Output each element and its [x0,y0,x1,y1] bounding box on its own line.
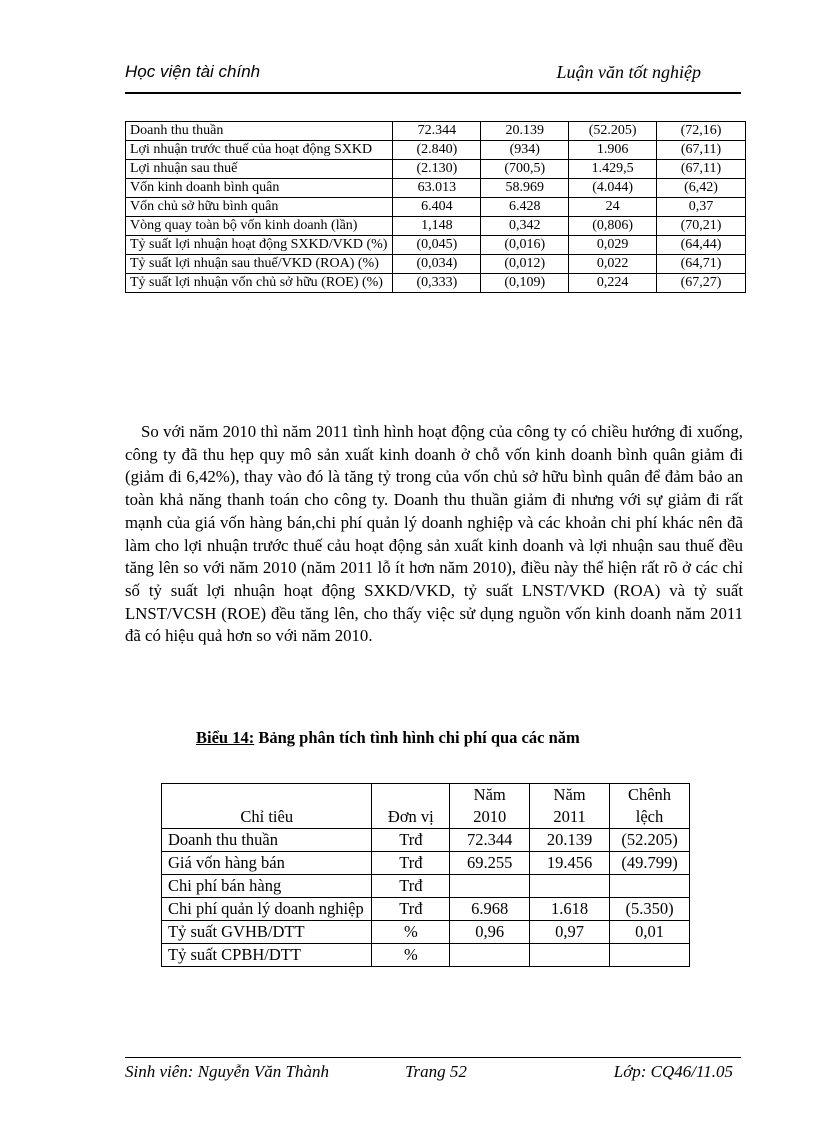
cell-2011: 0,97 [530,921,610,944]
cost-analysis-table [161,783,690,967]
cell-pct: 0,37 [657,198,746,217]
table-row [126,141,746,160]
document-type: Luận văn tốt nghiệp [556,62,701,82]
cell-diff: 24 [569,198,657,217]
cell-pct: (67,11) [657,141,746,160]
cell-pct: (72,16) [657,122,746,141]
cell-2011: 1.618 [530,898,610,921]
analysis-paragraph [125,421,743,648]
cell-diff: (0,806) [569,217,657,236]
cell-2010: (2.840) [393,141,481,160]
cell-pct: (6,42) [657,179,746,198]
cell-diff: 0,224 [569,274,657,293]
cell-pct: (67,27) [657,274,746,293]
cell-2010: (2.130) [393,160,481,179]
page-header [125,58,741,94]
cell-pct: (64,44) [657,236,746,255]
row-label: Tỷ suất lợi nhuận vốn chủ sở hữu (ROE) (%) [126,274,393,293]
cell-2010 [450,944,530,967]
student-name: Sinh viên: Nguyễn Văn Thành [125,1062,329,1081]
row-label: Tỷ suất CPBH/DTT [162,944,372,967]
cell-2011: (0,016) [481,236,569,255]
cell-diff: 0,029 [569,236,657,255]
cell-diff: 0,01 [610,921,690,944]
cell-2011: 58.969 [481,179,569,198]
table-row [162,944,690,967]
row-unit: Trđ [372,852,450,875]
cell-pct: (64,71) [657,255,746,274]
cell-2010: 1,148 [393,217,481,236]
table-row [162,852,690,875]
row-label: Lợi nhuận trước thuế của hoạt động SXKD [126,141,393,160]
table-header-row [162,784,690,829]
caption-title: Bảng phân tích tình hình chi phí qua các năm [258,728,580,747]
row-unit: Trđ [372,875,450,898]
row-label: Chi phí quản lý doanh nghiệp [162,898,372,921]
cell-2011: 20.139 [481,122,569,141]
cell-2010 [450,875,530,898]
cell-2011: 0,342 [481,217,569,236]
cell-2011: (934) [481,141,569,160]
row-label: Tỷ suất lợi nhuận sau thuế/VKD (ROA) (%) [126,255,393,274]
page-footer [125,1057,741,1088]
table-row [162,921,690,944]
cell-2011: (0,012) [481,255,569,274]
table-row [126,160,746,179]
cell-2011: 19.456 [530,852,610,875]
cell-2010: (0,333) [393,274,481,293]
header-indicator: Chỉ tiêu [162,784,372,829]
header-unit: Đơn vị [372,784,450,829]
cell-2010: 63.013 [393,179,481,198]
cell-2010: 69.255 [450,852,530,875]
row-label: Tỷ suất GVHB/DTT [162,921,372,944]
table-caption [196,728,580,748]
table-row [126,236,746,255]
caption-label: Biểu 14: [196,728,255,747]
school-name: Học viện tài chính [125,62,261,81]
table-row [126,217,746,236]
cell-diff: (4.044) [569,179,657,198]
header-diff: Chênh lệch [610,784,690,829]
cell-2011: (0,109) [481,274,569,293]
cell-2010: (0,045) [393,236,481,255]
row-label: Giá vốn hàng bán [162,852,372,875]
row-label: Vòng quay toàn bộ vốn kinh doanh (lần) [126,217,393,236]
page-number: Trang 52 [405,1062,467,1081]
cell-2011: (700,5) [481,160,569,179]
header-2011: Năm 2011 [530,784,610,829]
row-unit: Trđ [372,829,450,852]
cell-2010: 72.344 [393,122,481,141]
row-unit: % [372,921,450,944]
cell-diff: 1.429,5 [569,160,657,179]
cell-diff: (49.799) [610,852,690,875]
cell-2011: 6.428 [481,198,569,217]
table-row [162,829,690,852]
class-code: Lớp: CQ46/11.05 [613,1062,733,1081]
cell-2011: 20.139 [530,829,610,852]
table-row [126,255,746,274]
cell-2010: 6.968 [450,898,530,921]
cell-pct: (70,21) [657,217,746,236]
header-2010: Năm 2010 [450,784,530,829]
table-row [126,274,746,293]
cell-2010: 72.344 [450,829,530,852]
cell-2010: 0,96 [450,921,530,944]
cell-2010: (0,034) [393,255,481,274]
row-label: Lợi nhuận sau thuế [126,160,393,179]
table-row [126,122,746,141]
cell-diff: (52.205) [610,829,690,852]
row-label: Doanh thu thuần [162,829,372,852]
table-row [162,898,690,921]
cell-2011 [530,875,610,898]
cell-diff: 0,022 [569,255,657,274]
row-unit: Trđ [372,898,450,921]
cell-diff: (52.205) [569,122,657,141]
row-label: Tỷ suất lợi nhuận hoạt động SXKD/VKD (%) [126,236,393,255]
cell-diff: 1.906 [569,141,657,160]
cell-diff [610,875,690,898]
cell-2011 [530,944,610,967]
row-unit: % [372,944,450,967]
table-row [126,198,746,217]
row-label: Doanh thu thuần [126,122,393,141]
row-label: Chi phí bán hàng [162,875,372,898]
table-row [126,179,746,198]
cell-diff: (5.350) [610,898,690,921]
row-label: Vốn kinh doanh bình quân [126,179,393,198]
table-row [162,875,690,898]
paragraph-text: So với năm 2010 thì năm 2011 tình hình hoạt động của công ty có chiều hướng đi xuống, công ty đã thu hẹp quy mô sản xuất kinh doanh ở chỗ vốn kinh doanh bình quân giảm đi (giảm đi 6,42%), thay vào đó là tăng tỷ trong của vốn chủ sở hữu bình quân để đảm bảo an toàn khả năng thanh toán cho công ty. Doanh thu thuần giảm đi nhưng với sự giảm đi rất mạnh của giá vốn hàng bán,chi phí quản lý doanh nghiệp và các khoản chi phí khác nên đã làm cho lợi nhuận trước thuế cảu hoạt động sản xuất kinh doanh và lợi nhuận sau thuế đều tăng lên so với năm 2010 (năm 2011 lỗ ít hơn năm 2010), điều này thể hiện rất rõ ở các chỉ số tỷ suất lợi nhuận hoạt động SXKD/VKD, tỷ suất LNST/VKD (ROA) và tỷ suất LNST/VCSH (ROE) đều tăng lên, cho thấy việc sử dụng nguồn vốn kinh doanh năm 2011 đã có hiệu quả hơn so với năm 2010. [125,422,743,646]
results-table [125,121,746,293]
cost-table-wrapper [161,783,691,984]
cell-pct: (67,11) [657,160,746,179]
row-label: Vốn chủ sở hữu bình quân [126,198,393,217]
cell-diff [610,944,690,967]
cell-2010: 6.404 [393,198,481,217]
